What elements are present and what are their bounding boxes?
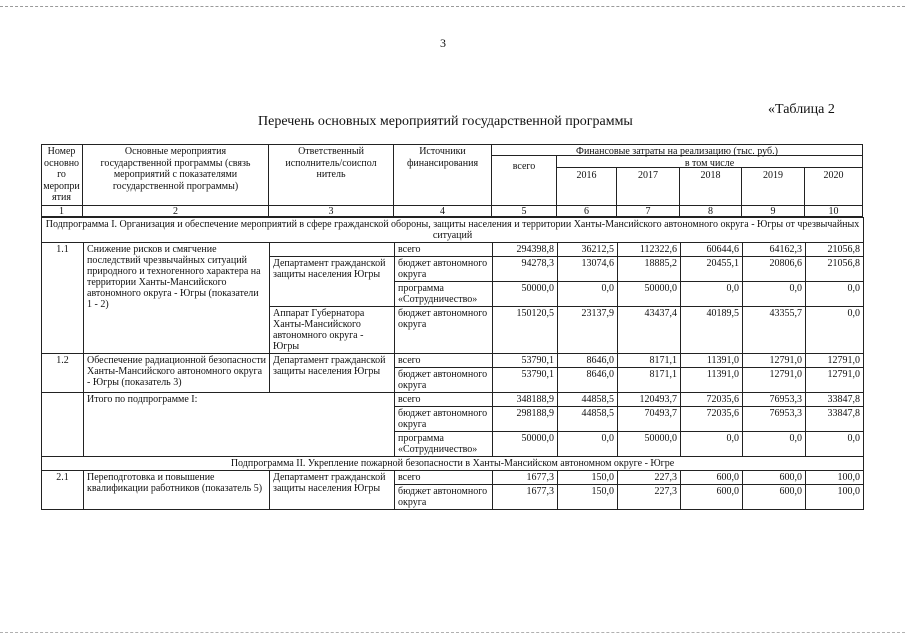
value-2017: 120493,7 <box>618 393 681 407</box>
value-2019: 12791,0 <box>743 354 806 368</box>
value-2016: 150,0 <box>558 471 618 485</box>
header-activity <box>83 144 269 206</box>
value-2016: 8646,0 <box>558 368 618 393</box>
responsible-cell: Департамент гражданской защиты населения Югры <box>270 354 395 393</box>
header-year-2019: 2019 <box>742 168 805 206</box>
header-responsible-line: исполнитель/соиспол <box>285 157 377 169</box>
col-num-3: 3 <box>269 206 394 217</box>
header-responsible-line: нитель <box>316 169 346 180</box>
subprogram-row <box>42 218 864 243</box>
value-2019: 0,0 <box>743 432 806 457</box>
page-number: 3 <box>440 36 446 50</box>
header-total: всего <box>492 156 557 206</box>
col-num-6: 6 <box>557 206 617 217</box>
value-2016: 13074,6 <box>558 257 618 282</box>
value-2019: 76953,3 <box>743 393 806 407</box>
value-total: 50000,0 <box>493 432 558 457</box>
col-num-4: 4 <box>394 206 492 217</box>
table-header <box>41 144 863 217</box>
value-2016: 44858,5 <box>558 393 618 407</box>
value-2018: 0,0 <box>681 432 743 457</box>
value-2017: 50000,0 <box>618 282 681 307</box>
col-num-5: 5 <box>492 206 557 217</box>
value-total: 53790,1 <box>493 368 558 393</box>
col-num-1: 1 <box>41 206 83 217</box>
responsible-cell: Департамент гражданской защиты населения Югры <box>270 257 395 307</box>
scan-edge-top <box>0 6 905 7</box>
source-cell: программа «Сотрудничество» <box>395 282 493 307</box>
table-row <box>42 393 864 407</box>
source-cell: всего <box>395 354 493 368</box>
col-num-7: 7 <box>617 206 680 217</box>
value-2016: 0,0 <box>558 282 618 307</box>
source-cell: бюджет автономного округа <box>395 368 493 393</box>
value-2020: 12791,0 <box>806 368 864 393</box>
value-2017: 112322,6 <box>618 243 681 257</box>
value-total: 94278,3 <box>493 257 558 282</box>
value-2019: 12791,0 <box>743 368 806 393</box>
header-number-line: основно <box>43 157 80 169</box>
responsible-cell: Аппарат Губернатора Ханты-Мансийского автономного округа - Югры <box>270 307 395 354</box>
responsible-cell: Департамент гражданской защиты населения Югры <box>270 471 395 510</box>
value-2017: 18885,2 <box>618 257 681 282</box>
activity-number: 1.1 <box>42 243 84 354</box>
header-financial: Финансовые затраты на реализацию (тыс. руб.) <box>492 144 863 156</box>
activity-name: Обеспечение радиационной безопасности Ханты-Мансийского автономного округа - Югры (показатель 3) <box>84 354 270 393</box>
header-source <box>394 144 492 206</box>
source-cell: программа «Сотрудничество» <box>395 432 493 457</box>
value-total: 1677,3 <box>493 471 558 485</box>
value-2017: 8171,1 <box>618 354 681 368</box>
value-2019: 20806,6 <box>743 257 806 282</box>
value-2018: 600,0 <box>681 485 743 510</box>
value-2018: 40189,5 <box>681 307 743 354</box>
value-2020: 21056,8 <box>806 243 864 257</box>
value-2019: 0,0 <box>743 282 806 307</box>
header-year-2017: 2017 <box>617 168 680 206</box>
source-cell: бюджет автономного округа <box>395 257 493 282</box>
value-2017: 70493,7 <box>618 407 681 432</box>
value-2020: 33847,8 <box>806 393 864 407</box>
table-row <box>42 243 864 257</box>
value-2020: 100,0 <box>806 485 864 510</box>
header-number <box>41 144 83 206</box>
value-2016: 150,0 <box>558 485 618 510</box>
value-total: 150120,5 <box>493 307 558 354</box>
value-2018: 60644,6 <box>681 243 743 257</box>
source-cell: бюджет автономного округа <box>395 307 493 354</box>
table-label: «Таблица 2 <box>768 102 835 117</box>
activity-name: Переподготовка и повышение квалификации работников (показатель 5) <box>84 471 270 510</box>
value-2020: 100,0 <box>806 471 864 485</box>
activities-table <box>41 217 864 510</box>
activity-number: 2.1 <box>42 471 84 510</box>
value-2018: 20455,1 <box>681 257 743 282</box>
header-responsible <box>269 144 394 206</box>
value-2017: 43437,4 <box>618 307 681 354</box>
source-cell: всего <box>395 471 493 485</box>
header-responsible-line: Ответственный <box>298 146 364 157</box>
value-total: 1677,3 <box>493 485 558 510</box>
value-2019: 64162,3 <box>743 243 806 257</box>
subprogram-row <box>42 457 864 471</box>
value-2020: 0,0 <box>806 282 864 307</box>
responsible-cell <box>270 243 395 257</box>
value-2016: 0,0 <box>558 432 618 457</box>
value-2018: 0,0 <box>681 282 743 307</box>
header-number-line: го <box>57 169 66 180</box>
total-number-cell <box>42 393 84 457</box>
col-num-8: 8 <box>680 206 742 217</box>
value-2019: 76953,3 <box>743 407 806 432</box>
header-year-2018: 2018 <box>680 168 742 206</box>
value-2018: 600,0 <box>681 471 743 485</box>
value-total: 298188,9 <box>493 407 558 432</box>
header-activity-line: государственной программы) <box>112 180 239 192</box>
value-total: 348188,9 <box>493 393 558 407</box>
col-num-2: 2 <box>83 206 269 217</box>
total-label: Итого по подпрограмме I: <box>84 393 395 457</box>
source-cell: бюджет автономного округа <box>395 485 493 510</box>
value-2016: 44858,5 <box>558 407 618 432</box>
value-2017: 227,3 <box>618 485 681 510</box>
value-2020: 0,0 <box>806 307 864 354</box>
value-2019: 600,0 <box>743 485 806 510</box>
value-2020: 33847,8 <box>806 407 864 432</box>
value-2019: 43355,7 <box>743 307 806 354</box>
col-num-10: 10 <box>805 206 863 217</box>
value-2017: 227,3 <box>618 471 681 485</box>
header-activity-line: мероприятий с показателями <box>113 169 238 180</box>
value-2020: 12791,0 <box>806 354 864 368</box>
header-number-line: ятия <box>52 192 71 203</box>
header-activity-line: Основные мероприятия <box>124 146 227 157</box>
value-2016: 23137,9 <box>558 307 618 354</box>
value-2017: 50000,0 <box>618 432 681 457</box>
source-cell: всего <box>395 243 493 257</box>
table-row <box>42 471 864 485</box>
value-total: 50000,0 <box>493 282 558 307</box>
value-2020: 0,0 <box>806 432 864 457</box>
source-cell: всего <box>395 393 493 407</box>
subprogram-2-title: Подпрограмма II. Укрепление пожарной безопасности в Ханты-Мансийском автономном округе - Югре <box>42 457 864 471</box>
header-year-2016: 2016 <box>557 168 617 206</box>
header-source-line: финансирования <box>406 157 479 169</box>
value-2017: 8171,1 <box>618 368 681 393</box>
value-2016: 36212,5 <box>558 243 618 257</box>
value-2018: 11391,0 <box>681 354 743 368</box>
scan-edge-bottom <box>0 632 905 633</box>
table-row <box>42 354 864 368</box>
value-2019: 600,0 <box>743 471 806 485</box>
activity-number: 1.2 <box>42 354 84 393</box>
col-num-9: 9 <box>742 206 805 217</box>
header-number-line: меропри <box>43 180 80 192</box>
value-2018: 72035,6 <box>681 407 743 432</box>
activity-name: Снижение рисков и смягчение последствий чрезвычайных ситуаций природного и техногенного характера на территории Ханты-Мансийского автономного округа - Югры (показатели 1 - 2) <box>84 243 270 354</box>
subprogram-1-title: Подпрограмма I. Организация и обеспечение мероприятий в сфере гражданской обороны, защиты населения и территории Ханты-Мансийского автономного округа - Югры от чрезвычайных ситуаций <box>42 218 864 243</box>
header-year-2020: 2020 <box>805 168 863 206</box>
header-number-line: Номер <box>47 146 76 157</box>
value-total: 53790,1 <box>493 354 558 368</box>
header-including: в том числе <box>557 156 863 168</box>
header-activity-line: государственной программы (связь <box>100 157 251 169</box>
value-2018: 72035,6 <box>681 393 743 407</box>
value-2018: 11391,0 <box>681 368 743 393</box>
value-total: 294398,8 <box>493 243 558 257</box>
source-cell: бюджет автономного округа <box>395 407 493 432</box>
value-2016: 8646,0 <box>558 354 618 368</box>
page-title: Перечень основных мероприятий государственной программы <box>258 114 633 129</box>
header-source-line: Источники <box>419 146 466 157</box>
value-2020: 21056,8 <box>806 257 864 282</box>
